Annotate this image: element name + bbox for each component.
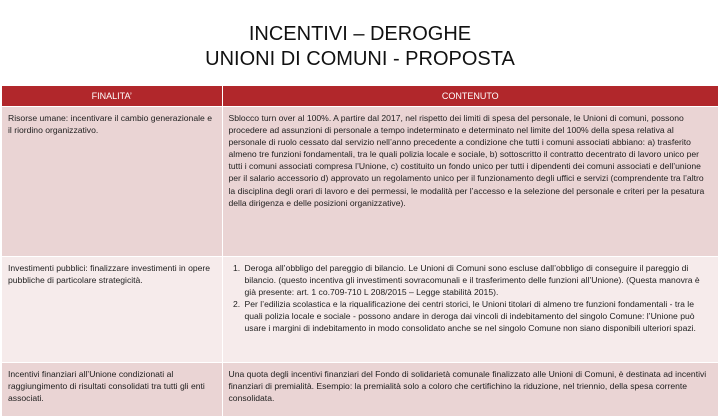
table-row [2, 257, 718, 363]
finalita-cell: Investimenti pubblici: finalizzare investimenti in opere pubbliche di particolare strategicità. [2, 257, 222, 363]
slide-title [0, 22, 720, 72]
contenuto-cell [222, 257, 718, 363]
finalita-cell: Risorse umane: incentivare il cambio generazionale e il riordino organizzativo. [2, 107, 222, 257]
list-item: 1. Deroga all’obbligo del pareggio di bilancio. Le Unioni di Comuni sono escluse dall’obbligo di conseguire il pareggio di bilancio. (questo incentiva gli investimenti sovracomunali e il trasferimento delle funzioni all’Unione). (Questa manovra è già presente: art. 1 co.709-710 L 208/2015 – Legge stabilità 2015). [243, 262, 713, 298]
column-header-contenuto: CONTENUTO [222, 86, 718, 107]
column-header-finalita: FINALITA’ [2, 86, 222, 107]
table-header [2, 86, 718, 107]
slide-title-line-1: INCENTIVI – DEROGHE [0, 22, 720, 47]
finalita-cell: Incentivi finanziari all’Unione condizionati al raggiungimento di risultati consolidati tra tutti gli enti associati. [2, 363, 222, 416]
table-row [2, 107, 718, 257]
list-item: 2. Per l’edilizia scolastica e la riqualificazione dei centri storici, le Unioni titolari di almeno tre funzioni fondamentali - tra le quali polizia locale e sociale - possono andare in deroga dai vincoli di indebitamento del singolo Comune: l’Unione può usare i margini di indebitamento in modo consolidato anche se nel singolo Comune non siano disponibili ulteriori spazi. [243, 298, 713, 334]
contenuto-numbered-list [229, 262, 713, 335]
contenuto-cell: Sblocco turn over al 100%. A partire dal 2017, nel rispetto dei limiti di spesa del personale, le Unioni di comuni, possono procedere ad assunzioni di personale a tempo indeterminato e determinato nel limite del 100% della spesa relativa al personale di ruolo cessato dal servizio nell’anno precedente a condizione che tutti i comuni associati abbiano: a) trasferito almeno tre funzioni fondamentali, tra le quali polizia locale e sociale, b) sottoscritto il contratto decentrato di lavoro unico per tutti i comuni associati compresa l’Unione, c) costituito un fondo unico per tutti i dipendenti dei comuni associati e dell’unione per il salario accessorio d) approvato un regolamento unico per il funzionamento degli uffici e servizi (comprendente tra l’altro la disciplina degli orari di lavoro e dei permessi, le modalità per l’accesso e la selezione del personale e criteri per la pesatura della dirigenza e delle posizioni organizzative). [222, 107, 718, 257]
table-row [2, 363, 718, 416]
incentives-table [2, 86, 718, 416]
table-header-row [2, 86, 718, 107]
slide-title-line-2: UNIONI DI COMUNI - PROPOSTA [0, 47, 720, 72]
contenuto-cell: Una quota degli incentivi finanziari del Fondo di solidarietà comunale finalizzato alle Unioni di Comuni, è destinata ad incentivi finanziari di premialità. Esempio: la premialità solo a coloro che certifichino la riduzione, nel triennio, della spesa corrente consolidata. [222, 363, 718, 416]
